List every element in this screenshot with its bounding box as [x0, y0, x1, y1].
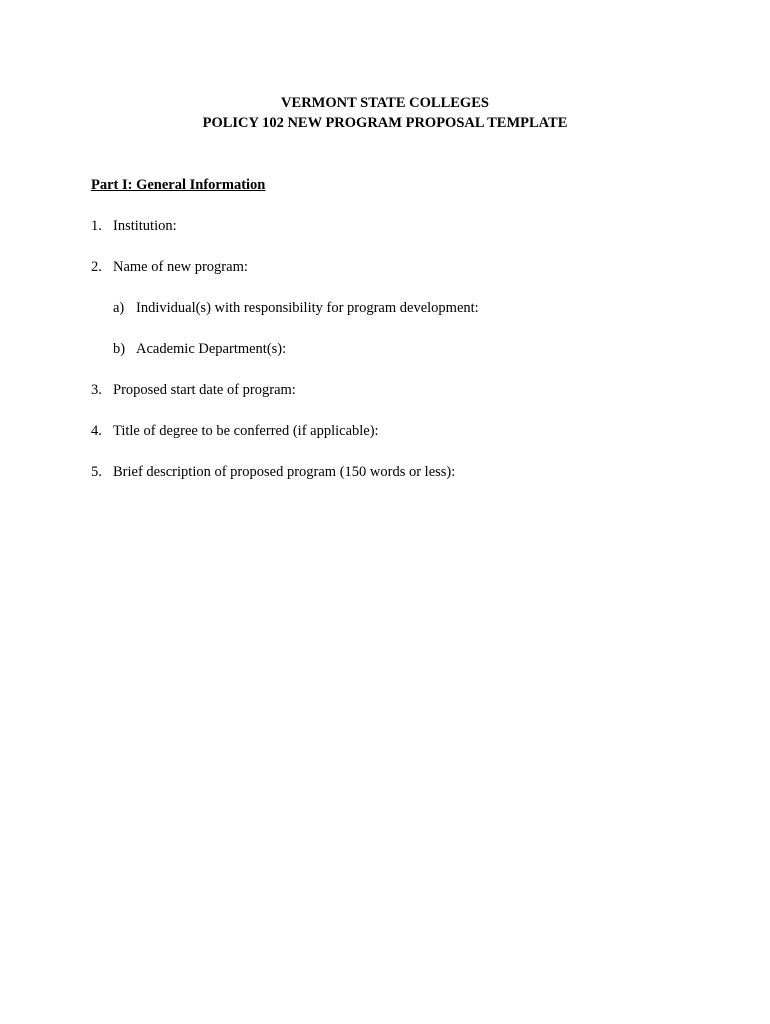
list-item-text: Title of degree to be conferred (if applicable): — [113, 423, 379, 439]
list-item-text: Institution: — [113, 218, 177, 234]
list-item-number: 2. — [91, 259, 102, 275]
sub-item-text: Individual(s) with responsibility for program development: — [136, 300, 479, 316]
list-item-number: 4. — [91, 423, 102, 439]
list-item-number: 1. — [91, 218, 102, 234]
sub-item-letter: a) — [113, 300, 125, 316]
list-item-number: 5. — [91, 464, 102, 480]
list-item-text: Brief description of proposed program (150 words or less): — [113, 464, 456, 480]
document-title-line-1: VERMONT STATE COLLEGES — [281, 95, 489, 111]
list-item-text: Proposed start date of program: — [113, 382, 296, 398]
list-item-number: 3. — [91, 382, 102, 398]
sub-item-letter: b) — [113, 341, 126, 357]
sub-item-text: Academic Department(s): — [136, 341, 287, 357]
section-heading: Part I: General Information — [91, 177, 266, 193]
list-item-text: Name of new program: — [113, 259, 248, 275]
document-title-line-2: POLICY 102 NEW PROGRAM PROPOSAL TEMPLATE — [202, 115, 568, 131]
